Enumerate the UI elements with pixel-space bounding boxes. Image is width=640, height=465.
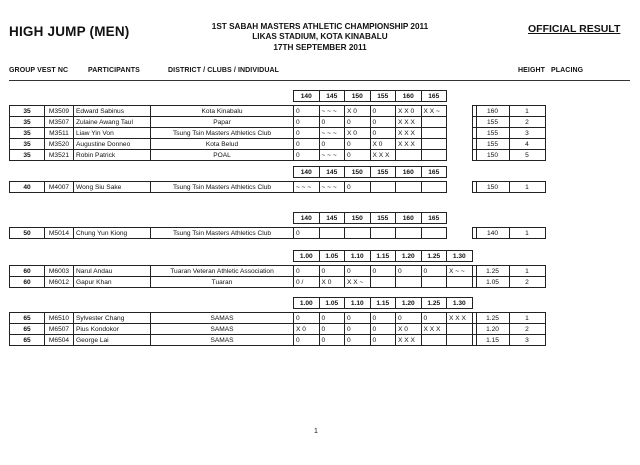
group-cell: 60	[10, 266, 45, 277]
attempt-cell: 0	[294, 335, 320, 346]
table-row	[10, 313, 546, 324]
height-cell: 160	[476, 106, 509, 117]
attempt-cell	[421, 228, 447, 239]
attempt-cell: X X X	[370, 150, 396, 161]
official-result-label: OFFICIAL RESULT	[528, 23, 621, 35]
participant-name: Zulaine Awang Taul	[74, 117, 151, 128]
group-cell: 60	[10, 277, 45, 288]
attempt-cell: 0	[294, 117, 320, 128]
placing-cell: 1	[509, 228, 545, 239]
placing-cell: 2	[509, 324, 545, 335]
header-divider	[9, 80, 630, 81]
attempt-cell: ~ ~ ~	[319, 182, 345, 193]
group-cell: 35	[10, 150, 45, 161]
bar-height-label: 1.25	[421, 298, 447, 309]
group-cell: 35	[10, 139, 45, 150]
attempt-cell: 0	[370, 266, 396, 277]
table-row	[10, 128, 546, 139]
attempt-cell: X X X	[396, 128, 422, 139]
height-cell: 150	[476, 150, 509, 161]
attempt-cell: X 0	[319, 277, 345, 288]
bar-height-label: 1.30	[447, 251, 473, 262]
bar-height-label: 160	[396, 213, 422, 224]
table-row	[10, 324, 546, 335]
result-table	[9, 166, 546, 193]
club-cell: Kota Belud	[151, 139, 294, 150]
attempt-cell: 0	[370, 117, 396, 128]
col-header-height: HEIGHT	[518, 67, 546, 74]
attempt-cell: 0	[421, 313, 447, 324]
attempt-cell: 0	[319, 313, 345, 324]
attempt-cell: X ~ ~	[447, 266, 473, 277]
attempt-cell: 0	[319, 266, 345, 277]
attempt-cell: 0	[294, 139, 320, 150]
attempt-cell: 0	[345, 139, 371, 150]
vest-cell: M6504	[45, 335, 74, 346]
attempt-cell: 0	[370, 128, 396, 139]
vest-cell: M4007	[45, 182, 74, 193]
bar-height-label: 155	[370, 213, 396, 224]
heights-row	[10, 298, 546, 309]
vest-cell: M6510	[45, 313, 74, 324]
bar-height-label: 1.20	[396, 298, 422, 309]
attempt-cell: 0	[370, 335, 396, 346]
table-row	[10, 266, 546, 277]
vest-cell: M6012	[45, 277, 74, 288]
bar-height-label: 145	[319, 213, 345, 224]
attempt-cell: 0	[319, 335, 345, 346]
placing-cell: 3	[509, 335, 545, 346]
result-table	[9, 212, 546, 239]
vest-cell: M5014	[45, 228, 74, 239]
attempt-cell: 0	[345, 324, 371, 335]
group-cell: 40	[10, 182, 45, 193]
height-cell: 155	[476, 128, 509, 139]
attempt-cell: X 0	[345, 106, 371, 117]
attempt-cell: X X X	[396, 139, 422, 150]
bar-height-label: 160	[396, 167, 422, 178]
placing-cell: 4	[509, 139, 545, 150]
group-cell: 50	[10, 228, 45, 239]
group-cell: 35	[10, 106, 45, 117]
bar-height-label: 140	[294, 213, 320, 224]
club-cell: SAMAS	[151, 324, 294, 335]
attempt-cell: 0	[294, 266, 320, 277]
bar-height-label: 1.25	[421, 251, 447, 262]
bar-height-label: 1.05	[319, 298, 345, 309]
table-row	[10, 106, 546, 117]
attempt-cell: X X X	[447, 313, 473, 324]
col-header-group-vest-nc: GROUP VEST NC	[9, 67, 69, 74]
club-cell: Tsung Tsin Masters Athletics Club	[151, 182, 294, 193]
attempt-cell: 0	[370, 313, 396, 324]
club-cell: SAMAS	[151, 313, 294, 324]
placing-cell: 5	[509, 150, 545, 161]
attempt-cell: ~ ~ ~	[319, 128, 345, 139]
height-cell: 155	[476, 139, 509, 150]
bar-height-label: 140	[294, 167, 320, 178]
attempt-cell: 0	[294, 313, 320, 324]
attempt-cell: 0	[345, 117, 371, 128]
attempt-cell: 0	[370, 106, 396, 117]
attempt-cell	[421, 117, 447, 128]
attempt-cell	[447, 335, 473, 346]
heights-row	[10, 213, 546, 224]
attempt-cell: 0	[345, 150, 371, 161]
col-header-district: DISTRICT / CLUBS / INDIVIDUAL	[168, 67, 280, 74]
participant-name: Robin Patrick	[74, 150, 151, 161]
participant-name: Chung Yun Kiong	[74, 228, 151, 239]
attempt-cell	[370, 182, 396, 193]
heights-row	[10, 167, 546, 178]
group-cell: 35	[10, 128, 45, 139]
attempt-cell: 0	[345, 313, 371, 324]
attempt-cell	[396, 150, 422, 161]
attempt-cell: ~ ~ ~	[294, 182, 320, 193]
bar-height-label: 1.00	[294, 298, 320, 309]
attempt-cell: 0	[396, 313, 422, 324]
placing-cell: 3	[509, 128, 545, 139]
participant-name: Wong Siu Sake	[74, 182, 151, 193]
bar-height-label: 150	[345, 213, 371, 224]
bar-height-label: 150	[345, 91, 371, 102]
bar-height-label: 1.20	[396, 251, 422, 262]
height-cell: 150	[476, 182, 509, 193]
participant-name: Pius Kondokor	[74, 324, 151, 335]
attempt-cell: X X 0	[396, 106, 422, 117]
attempt-cell	[370, 277, 396, 288]
placing-cell: 1	[509, 106, 545, 117]
club-cell: Papar	[151, 117, 294, 128]
vest-cell: M3507	[45, 117, 74, 128]
attempt-cell: 0	[345, 182, 371, 193]
col-header-placing: PLACING	[551, 67, 584, 74]
bar-height-label: 165	[421, 91, 447, 102]
table-row	[10, 150, 546, 161]
participant-name: George Lai	[74, 335, 151, 346]
attempt-cell	[447, 324, 473, 335]
bar-height-label: 1.05	[319, 251, 345, 262]
club-cell: Kota Kinabalu	[151, 106, 294, 117]
club-cell: POAL	[151, 150, 294, 161]
attempt-cell: 0	[294, 150, 320, 161]
group-cell: 65	[10, 313, 45, 324]
heights-row	[10, 91, 546, 102]
attempt-cell: ~ ~ ~	[319, 150, 345, 161]
club-cell: Tuaran Veteran Athletic Association	[151, 266, 294, 277]
bar-height-label: 145	[319, 91, 345, 102]
attempt-cell: X 0	[345, 128, 371, 139]
participant-name: Narul Andau	[74, 266, 151, 277]
bar-height-label: 1.10	[345, 298, 371, 309]
height-cell: 1.25	[476, 266, 509, 277]
attempt-cell	[421, 335, 447, 346]
participant-name: Gapur Khan	[74, 277, 151, 288]
bar-height-label: 140	[294, 91, 320, 102]
attempt-cell: 0	[319, 139, 345, 150]
bar-height-label: 1.30	[447, 298, 473, 309]
table-row	[10, 139, 546, 150]
height-cell: 1.20	[476, 324, 509, 335]
group-cell: 65	[10, 335, 45, 346]
group-cell: 65	[10, 324, 45, 335]
table-row	[10, 277, 546, 288]
bar-height-label: 145	[319, 167, 345, 178]
attempt-cell: 0	[396, 266, 422, 277]
table-row	[10, 117, 546, 128]
event-title: HIGH JUMP (MEN)	[9, 24, 130, 39]
event-date: 17TH SEPTEMBER 2011	[273, 43, 367, 52]
bar-height-label: 1.15	[370, 298, 396, 309]
club-cell: Tuaran	[151, 277, 294, 288]
attempt-cell: X X X	[421, 324, 447, 335]
vest-cell: M6507	[45, 324, 74, 335]
group-cell: 35	[10, 117, 45, 128]
bar-height-label: 1.00	[294, 251, 320, 262]
attempt-cell	[370, 228, 396, 239]
participant-name: Augustine Donneo	[74, 139, 151, 150]
attempt-cell	[421, 128, 447, 139]
attempt-cell	[421, 139, 447, 150]
vest-cell: M3520	[45, 139, 74, 150]
bar-height-label: 155	[370, 167, 396, 178]
table-row	[10, 182, 546, 193]
attempt-cell: X 0	[370, 139, 396, 150]
vest-cell: M6003	[45, 266, 74, 277]
participant-name: Liaw Yin Von	[74, 128, 151, 139]
bar-height-label: 165	[421, 167, 447, 178]
club-cell: Tsung Tsin Masters Athletics Club	[151, 128, 294, 139]
heights-row	[10, 251, 546, 262]
attempt-cell	[421, 150, 447, 161]
attempt-cell: 0	[319, 117, 345, 128]
attempt-cell: 0	[294, 228, 320, 239]
championship-title: 1ST SABAH MASTERS ATHLETIC CHAMPIONSHIP 2011	[211, 22, 429, 31]
attempt-cell: 0	[421, 266, 447, 277]
attempt-cell: 0	[294, 106, 320, 117]
bar-height-label: 160	[396, 91, 422, 102]
bar-height-label: 1.15	[370, 251, 396, 262]
participant-name: Edward Sabinus	[74, 106, 151, 117]
venue: LIKAS STADIUM, KOTA KINABALU	[252, 32, 388, 41]
height-cell: 1.25	[476, 313, 509, 324]
participant-name: Sylvester Chang	[74, 313, 151, 324]
placing-cell: 1	[509, 182, 545, 193]
bar-height-label: 165	[421, 213, 447, 224]
col-header-participants: PARTICIPANTS	[88, 67, 140, 74]
attempt-cell	[421, 182, 447, 193]
attempt-cell: X X ~	[421, 106, 447, 117]
attempt-cell	[319, 228, 345, 239]
height-cell: 1.05	[476, 277, 509, 288]
attempt-cell: 0	[294, 128, 320, 139]
attempt-cell: X X X	[396, 335, 422, 346]
attempt-cell	[396, 182, 422, 193]
attempt-cell: 0	[345, 335, 371, 346]
attempt-cell	[345, 228, 371, 239]
attempt-cell: 0	[345, 266, 371, 277]
height-cell: 1.15	[476, 335, 509, 346]
placing-cell: 1	[509, 266, 545, 277]
attempt-cell: ~ ~ ~	[319, 106, 345, 117]
attempt-cell: X X X	[396, 117, 422, 128]
table-row	[10, 228, 546, 239]
bar-height-label: 150	[345, 167, 371, 178]
club-cell: Tsung Tsin Masters Athletics Club	[151, 228, 294, 239]
attempt-cell	[421, 277, 447, 288]
attempt-cell	[396, 277, 422, 288]
placing-cell: 2	[509, 117, 545, 128]
attempt-cell	[396, 228, 422, 239]
result-table	[9, 250, 546, 288]
attempt-cell: X 0	[294, 324, 320, 335]
placing-cell: 1	[509, 313, 545, 324]
table-row	[10, 335, 546, 346]
attempt-cell	[447, 277, 473, 288]
club-cell: SAMAS	[151, 335, 294, 346]
vest-cell: M3511	[45, 128, 74, 139]
attempt-cell: X 0	[396, 324, 422, 335]
vest-cell: M3509	[45, 106, 74, 117]
height-cell: 140	[476, 228, 509, 239]
result-table	[9, 90, 546, 161]
vest-cell: M3521	[45, 150, 74, 161]
bar-height-label: 1.10	[345, 251, 371, 262]
page-number: 1	[314, 428, 318, 435]
attempt-cell: X X ~	[345, 277, 371, 288]
attempt-cell: 0	[319, 324, 345, 335]
attempt-cell: 0	[370, 324, 396, 335]
result-table	[9, 297, 546, 346]
attempt-cell: 0 /	[294, 277, 320, 288]
bar-height-label: 155	[370, 91, 396, 102]
height-cell: 155	[476, 117, 509, 128]
placing-cell: 2	[509, 277, 545, 288]
